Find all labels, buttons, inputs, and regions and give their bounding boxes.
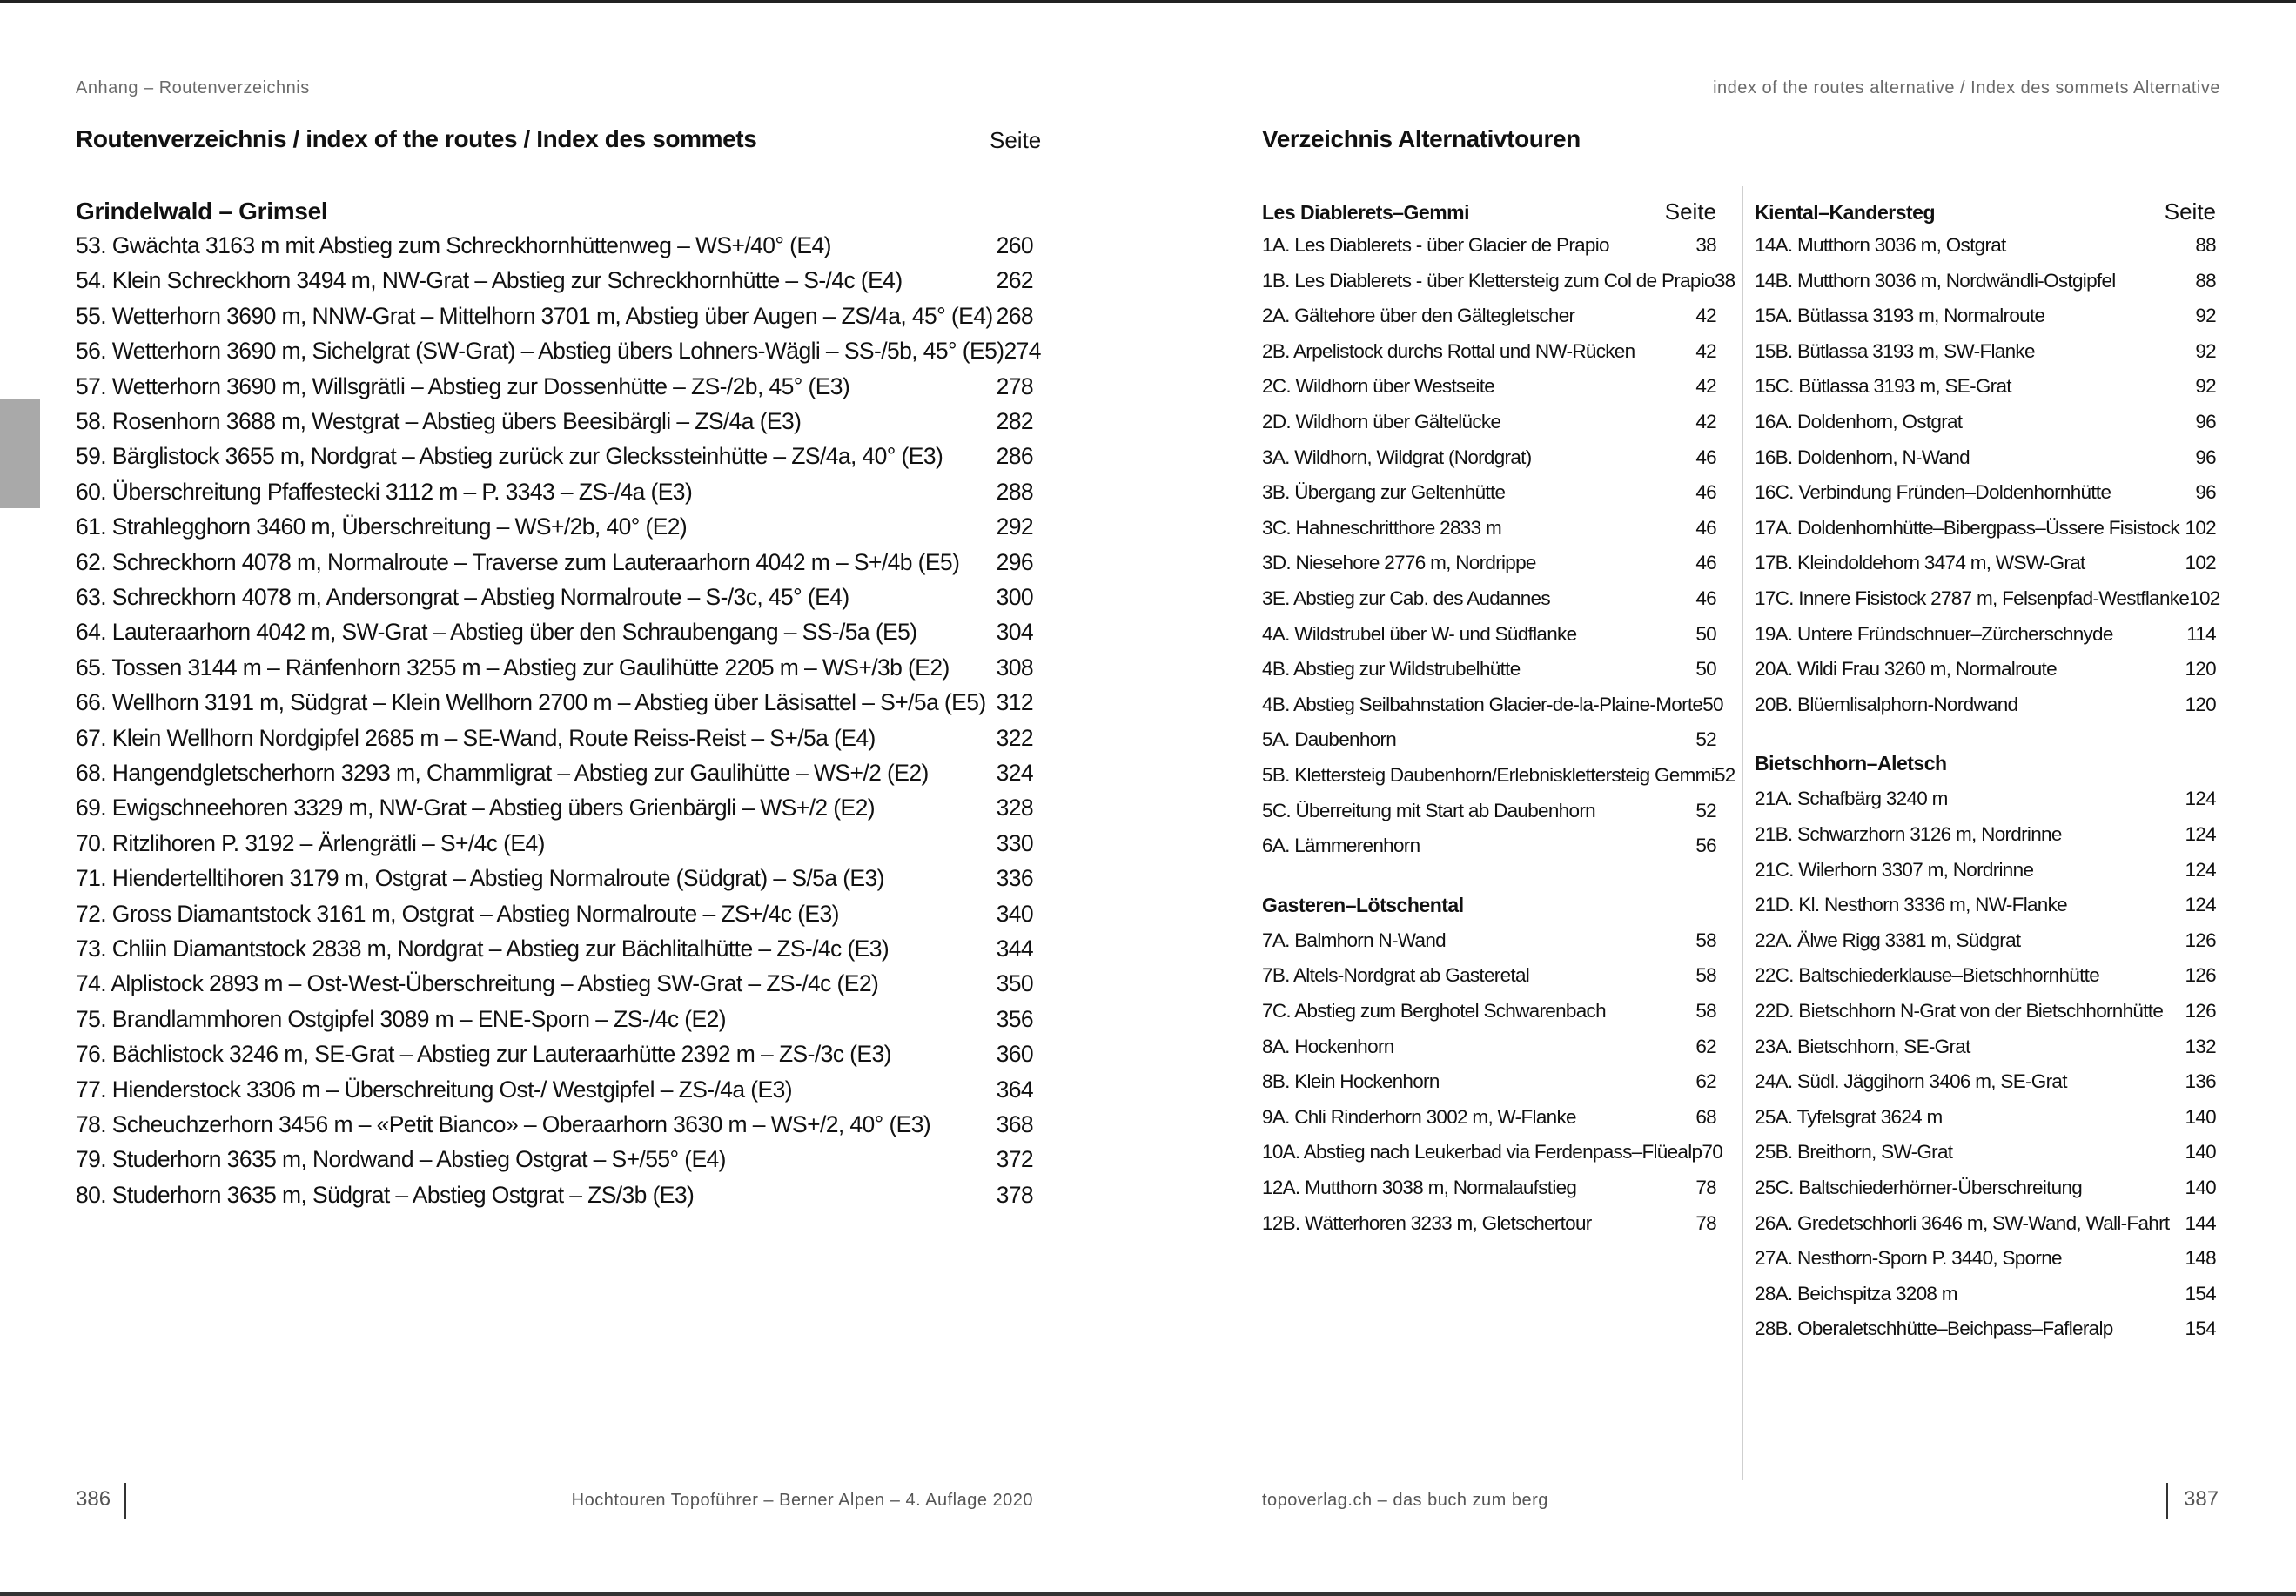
route-label: 58. Rosenhorn 3688 m, Westgrat – Abstieg übers Beesibärgli – ZS/4a (E3) [76, 408, 802, 434]
route-label: 71. Hiendertelltihoren 3179 m, Ostgrat – Abstieg Normalroute (Südgrat) – S/5a (E3) [76, 865, 884, 892]
alt-route-page: 126 [2185, 929, 2216, 951]
route-entry [76, 689, 1033, 724]
section-name: Les Diablerets–Gemmi [1262, 201, 1470, 224]
route-page: 282 [996, 408, 1033, 434]
route-page: 304 [996, 619, 1033, 646]
alt-route-page: 96 [2195, 481, 2216, 504]
alt-route-label: 21C. Wilerhorn 3307 m, Nordrinne [1755, 858, 2034, 881]
alt-route-page: 38 [1695, 234, 1716, 256]
alt-route-label: 21A. Schafbärg 3240 m [1755, 788, 1948, 810]
alt-route-page: 42 [1695, 411, 1716, 433]
alt-route-page: 58 [1695, 964, 1716, 987]
route-page: 308 [996, 654, 1033, 681]
route-entry [76, 232, 1033, 267]
route-label: 76. Bächlistock 3246 m, SE-Grat – Abstieg zur Lauteraarhütte 2392 m – ZS-/3c (E3) [76, 1041, 891, 1068]
alt-route-page: 96 [2195, 411, 2216, 433]
route-page: 372 [996, 1146, 1033, 1173]
alt-route-label: 7C. Abstieg zum Berghotel Schwarenbach [1262, 1000, 1606, 1022]
alt-route-entry [1755, 1106, 2216, 1141]
route-entry [76, 584, 1033, 619]
route-entry [76, 443, 1033, 478]
alt-route-label: 2A. Gältehore über den Gältegletscher [1262, 305, 1575, 327]
alt-route-label: 5C. Überreitung mit Start ab Daubenhorn [1262, 799, 1595, 821]
alt-route-entry [1262, 1106, 1716, 1141]
route-label: 70. Ritzlihoren P. 3192 – Ärlengrätli – S+/4c (E4) [76, 829, 545, 856]
alt-route-page: 46 [1695, 587, 1716, 609]
alt-route-entry [1755, 694, 2216, 728]
alt-route-page: 68 [1695, 1105, 1716, 1128]
route-page: 322 [996, 724, 1033, 751]
alt-route-entry [1262, 1036, 1716, 1070]
alt-route-page: 126 [2185, 964, 2216, 987]
alt-route-label: 27A. Nesthorn-Sporn P. 3440, Sporne [1755, 1247, 2062, 1270]
alt-route-entry [1755, 375, 2216, 410]
alt-route-label: 25A. Tyfelsgrat 3624 m [1755, 1105, 1943, 1128]
alt-route-label: 16A. Doldenhorn, Ostgrat [1755, 411, 1963, 433]
alt-route-label: 3D. Niesehore 2776 m, Nordrippe [1262, 552, 1536, 574]
route-label: 75. Brandlammhoren Ostgipfel 3089 m – ENE-Sporn – ZS-/4c (E2) [76, 1005, 726, 1032]
alt-route-entry [1262, 411, 1716, 446]
section-grindelwald-grimsel: Grindelwald – Grimsel [76, 198, 328, 225]
route-page: 344 [996, 935, 1033, 962]
alt-route-entry [1755, 929, 2216, 964]
alt-route-entry [1755, 305, 2216, 339]
route-page: 268 [996, 302, 1033, 329]
route-label: 62. Schreckhorn 4078 m, Normalroute – Traverse zum Lauteraarhorn 4042 m – S+/4b (E5) [76, 548, 960, 575]
alt-route-page: 96 [2195, 446, 2216, 468]
alt-route-entry [1262, 964, 1716, 999]
alt-route-page: 120 [2185, 658, 2216, 681]
alt-route-entry [1755, 859, 2216, 894]
section-name: Gasteren–Lötschental [1262, 893, 1464, 916]
alt-route-page: 58 [1695, 1000, 1716, 1022]
alt-route-label: 26A. Gredetschhorli 3646 m, SW-Wand, Wall-Fahrt [1755, 1211, 2170, 1234]
alt-route-entry [1755, 964, 2216, 999]
route-page: 336 [996, 865, 1033, 892]
alt-route-entry [1262, 693, 1723, 728]
alt-route-label: 3A. Wildhorn, Wildgrat (Nordgrat) [1262, 446, 1532, 468]
alt-route-label: 10A. Abstieg nach Leukerbad via Ferdenpass–Flüealp [1262, 1141, 1702, 1163]
left-page-number: 386 [76, 1487, 111, 1511]
alt-route-entry [1262, 728, 1716, 763]
alt-route-entry [1262, 234, 1716, 269]
alt-route-label: 4A. Wildstrubel über W- und Südflanke [1262, 622, 1577, 645]
alt-route-label: 14A. Mutthorn 3036 m, Ostgrat [1755, 234, 2006, 256]
route-page: 364 [996, 1076, 1033, 1103]
route-page: 286 [996, 443, 1033, 470]
alt-route-page: 52 [1695, 728, 1716, 751]
alt-route-entry [1755, 1212, 2216, 1247]
alt-route-label: 2D. Wildhorn über Gältelücke [1262, 411, 1501, 433]
alt-route-label: 14B. Mutthorn 3036 m, Nordwändli-Ostgipfel [1755, 269, 2116, 292]
route-page: 292 [996, 513, 1033, 540]
route-entry [76, 1111, 1033, 1146]
alt-route-label: 20A. Wildi Frau 3260 m, Normalroute [1755, 658, 2057, 681]
alt-route-label: 6A. Lämmerenhorn [1262, 835, 1420, 857]
chapter-thumb-tab [0, 399, 40, 508]
alt-route-label: 21D. Kl. Nesthorn 3336 m, NW-Flanke [1755, 894, 2067, 916]
route-entry [76, 267, 1033, 302]
page-bottom-border [0, 1592, 2296, 1596]
alt-route-label: 7B. Altels-Nordgrat ab Gasteretal [1262, 964, 1530, 987]
route-page: 350 [996, 970, 1033, 997]
route-page: 356 [996, 1005, 1033, 1032]
route-label: 53. Gwächta 3163 m mit Abstieg zum Schreckhornhüttenweg – WS+/40° (E4) [76, 232, 831, 258]
route-page: 368 [996, 1111, 1033, 1137]
alt-route-page: 88 [2195, 269, 2216, 292]
route-page: 312 [996, 689, 1033, 716]
alt-route-page: 126 [2185, 1000, 2216, 1022]
route-label: 72. Gross Diamantstock 3161 m, Ostgrat – Abstieg Normalroute – ZS+/4c (E3) [76, 900, 839, 927]
alt-route-entry [1262, 658, 1716, 693]
alt-route-page: 92 [2195, 339, 2216, 362]
route-entry [76, 795, 1033, 829]
alt-route-entry [1262, 552, 1716, 587]
alt-route-label: 5B. Klettersteig Daubenhorn/Erlebnisklettersteig Gemmi [1262, 764, 1715, 786]
alt-route-page: 154 [2185, 1318, 2216, 1340]
route-entry [76, 513, 1033, 548]
alt-route-entry [1262, 1141, 1723, 1176]
route-page: 274 [1004, 338, 1041, 365]
alt-route-label: 15C. Bütlassa 3193 m, SE-Grat [1755, 375, 2011, 398]
alt-route-label: 4B. Abstieg Seilbahnstation Glacier-de-la-Plaine-Morte [1262, 693, 1703, 715]
route-label: 69. Ewigschneehoren 3329 m, NW-Grat – Abstieg übers Grienbärgli – WS+/2 (E2) [76, 795, 875, 821]
alt-route-page: 154 [2185, 1282, 2216, 1304]
alt-route-page: 78 [1695, 1177, 1716, 1198]
route-label: 63. Schreckhorn 4078 m, Andersongrat – Abstieg Normalroute – S-/3c, 45° (E4) [76, 584, 849, 610]
alt-route-label: 16C. Verbindung Fründen–Doldenhornhütte [1755, 481, 2111, 504]
route-page: 288 [996, 478, 1033, 505]
right-running-head: index of the routes alternative / Index des sommets Alternative [1713, 78, 2220, 97]
alt-route-label: 2C. Wildhorn über Westseite [1262, 375, 1495, 398]
alt-route-label: 3C. Hahneschritthore 2833 m [1262, 516, 1502, 539]
alt-route-entry [1262, 623, 1716, 658]
route-label: 78. Scheuchzerhorn 3456 m – «Petit Bianco» – Oberaarhorn 3630 m – WS+/2, 40° (E3) [76, 1111, 931, 1137]
route-entry [76, 725, 1033, 760]
alt-route-page: 50 [1702, 693, 1723, 715]
alt-route-page: 114 [2186, 622, 2216, 645]
alt-route-entry [1262, 800, 1716, 835]
alt-route-label: 24A. Südl. Jäggihorn 3406 m, SE-Grat [1755, 1070, 2067, 1093]
alt-route-entry [1262, 587, 1716, 622]
alt-route-page: 124 [2185, 823, 2216, 845]
alt-route-page: 58 [1695, 929, 1716, 951]
alt-route-entry [1755, 552, 2216, 587]
section-seite-label: Seite [2164, 198, 2216, 225]
alt-route-entry [1755, 234, 2216, 269]
alt-route-entry [1755, 1177, 2216, 1211]
section-header [1262, 198, 1716, 225]
alt-route-label: 15B. Bütlassa 3193 m, SW-Flanke [1755, 339, 2035, 362]
alt-route-label: 20B. Blüemlisalphorn-Nordwand [1755, 693, 2018, 715]
alt-route-page: 140 [2185, 1105, 2216, 1128]
route-entry [76, 479, 1033, 513]
alt-route-entry [1262, 1000, 1716, 1035]
alt-route-page: 102 [2185, 552, 2216, 574]
route-page: 360 [996, 1041, 1033, 1068]
route-page: 378 [996, 1181, 1033, 1208]
alt-route-entry [1755, 1283, 2216, 1318]
alt-route-page: 62 [1695, 1070, 1716, 1093]
alt-route-entry [1262, 835, 1716, 869]
alt-route-label: 22D. Bietschhorn N-Grat von der Bietschhornhütte [1755, 1000, 2164, 1022]
route-page: 328 [996, 795, 1033, 821]
alt-route-label: 8B. Klein Hockenhorn [1262, 1070, 1440, 1093]
alt-route-page: 46 [1695, 481, 1716, 504]
route-entry [76, 1041, 1033, 1076]
column-divider [1742, 186, 1743, 1480]
route-entry [76, 549, 1033, 584]
alt-route-label: 2B. Arpelistock durchs Rottal und NW-Rücken [1262, 339, 1635, 362]
section-header [1755, 752, 2216, 775]
route-page: 300 [996, 584, 1033, 610]
route-entry [76, 1182, 1033, 1217]
route-entry [76, 1146, 1033, 1181]
alt-route-entry [1755, 1000, 2216, 1035]
alt-route-page: 42 [1695, 339, 1716, 362]
alt-route-label: 17B. Kleindoldehorn 3474 m, WSW-Grat [1755, 552, 2085, 574]
route-label: 57. Wetterhorn 3690 m, Willsgrätli – Abstieg zur Dossenhütte – ZS-/2b, 45° (E3) [76, 372, 850, 399]
alt-route-label: 7A. Balmhorn N-Wand [1262, 929, 1446, 951]
route-entry [76, 970, 1033, 1005]
alt-route-label: 28A. Beichspitza 3208 m [1755, 1282, 1957, 1304]
alt-route-page: 46 [1695, 446, 1716, 468]
alt-route-page: 42 [1695, 375, 1716, 398]
route-label: 56. Wetterhorn 3690 m, Sichelgrat (SW-Grat) – Abstieg übers Lohners-Wägli – SS-/5b, 45° (E5) [76, 338, 1004, 365]
right-footer: topoverlag.ch – das buch zum berg [1262, 1491, 1548, 1510]
route-label: 73. Chliin Diamantstock 2838 m, Nordgrat – Abstieg zur Bächlitalhütte – ZS-/4c (E3) [76, 935, 890, 962]
alt-route-label: 25B. Breithorn, SW-Grat [1755, 1141, 1953, 1163]
alt-route-label: 17A. Doldenhornhütte–Bibergpass–Üssere Fisistock [1755, 516, 2179, 539]
alt-route-entry [1755, 270, 2216, 305]
alt-route-entry [1262, 340, 1716, 375]
alt-route-label: 22C. Baltschiederklause–Bietschhornhütte [1755, 964, 2100, 987]
alt-route-label: 1B. Les Diablerets - über Klettersteig zum Col de Prapio [1262, 269, 1715, 292]
alt-route-page: 102 [2185, 516, 2216, 539]
section-name: Bietschhorn–Aletsch [1755, 752, 1947, 775]
alt-route-entry [1755, 1318, 2216, 1352]
route-label: 61. Strahlegghorn 3460 m, Überschreitung – WS+/2b, 40° (E2) [76, 513, 688, 540]
alt-route-entry [1755, 1141, 2216, 1176]
right-page-number: 387 [2184, 1487, 2219, 1511]
route-entry [76, 408, 1033, 443]
alt-route-entry [1755, 894, 2216, 929]
alt-route-entry [1755, 587, 2220, 622]
route-label: 68. Hangendgletscherhorn 3293 m, Chammligrat – Abstieg zur Gaulihütte – WS+/2 (E2) [76, 760, 929, 786]
alt-route-page: 132 [2185, 1035, 2216, 1057]
route-entry [76, 830, 1033, 865]
alt-route-entry [1262, 446, 1716, 481]
route-label: 77. Hienderstock 3306 m – Überschreitung Ost-/ Westgipfel – ZS-/4a (E3) [76, 1076, 792, 1103]
alt-route-page: 78 [1695, 1211, 1716, 1234]
alt-route-page: 52 [1695, 799, 1716, 821]
route-label: 65. Tossen 3144 m – Ränfenhorn 3255 m – Abstieg zur Gaulihütte 2205 m – WS+/3b (E2) [76, 654, 950, 681]
alt-route-page: 140 [2185, 1141, 2216, 1163]
alt-route-entry [1262, 375, 1716, 410]
section-seite-label: Seite [1664, 198, 1716, 225]
alt-route-page: 42 [1695, 305, 1716, 327]
route-entry [76, 654, 1033, 689]
route-label: 60. Überschreitung Pfaffestecki 3112 m – P. 3343 – ZS-/4a (E3) [76, 478, 693, 505]
alt-route-label: 19A. Untere Fründschnuer–Zürcherschnyde [1755, 622, 2113, 645]
alt-route-page: 38 [1714, 269, 1735, 292]
alt-route-label: 28B. Oberaletschhütte–Beichpass–Fafleralp [1755, 1318, 2113, 1340]
alt-route-page: 124 [2185, 894, 2216, 916]
route-page: 260 [996, 232, 1033, 258]
page-top-border [0, 0, 2296, 3]
alt-route-entry [1755, 340, 2216, 375]
alt-route-page: 92 [2195, 305, 2216, 327]
alt-route-entry [1262, 1212, 1716, 1247]
alt-route-entry [1755, 411, 2216, 446]
route-label: 64. Lauteraarhorn 4042 m, SW-Grat – Abstieg über den Schraubengang – SS-/5a (E5) [76, 619, 917, 646]
alt-route-entry [1755, 788, 2216, 822]
route-entry [76, 1006, 1033, 1041]
alt-route-label: 1A. Les Diablerets - über Glacier de Prapio [1262, 234, 1609, 256]
route-label: 67. Klein Wellhorn Nordgipfel 2685 m – SE-Wand, Route Reiss-Reist – S+/5a (E4) [76, 724, 876, 751]
alt-route-label: 9A. Chli Rinderhorn 3002 m, W-Flanke [1262, 1105, 1576, 1128]
route-entry [76, 865, 1033, 900]
route-page: 262 [996, 267, 1033, 294]
alt-route-label: 12A. Mutthorn 3038 m, Normalaufstieg [1262, 1177, 1577, 1198]
route-label: 79. Studerhorn 3635 m, Nordwand – Abstieg Ostgrat – S+/55° (E4) [76, 1146, 726, 1173]
alt-route-page: 92 [2195, 375, 2216, 398]
section-name: Kiental–Kandersteg [1755, 201, 1936, 224]
alt-route-label: 4B. Abstieg zur Wildstrubelhütte [1262, 658, 1521, 681]
alt-route-label: 3E. Abstieg zur Cab. des Audannes [1262, 587, 1550, 609]
left-page-title: Routenverzeichnis / index of the routes / Index des sommets [76, 125, 757, 152]
alt-route-label: 15A. Bütlassa 3193 m, Normalroute [1755, 305, 2045, 327]
alt-route-page: 70 [1702, 1141, 1723, 1163]
alt-route-page: 50 [1695, 658, 1716, 681]
alt-route-label: 17C. Innere Fisistock 2787 m, Felsenpfad-Westflanke [1755, 587, 2190, 609]
route-page: 296 [996, 548, 1033, 575]
alt-route-entry [1262, 929, 1716, 964]
alt-route-page: 124 [2185, 788, 2216, 810]
alt-route-entry [1262, 269, 1735, 305]
alt-route-page: 124 [2185, 858, 2216, 881]
alt-route-entry [1262, 305, 1716, 339]
alt-route-label: 12B. Wätterhoren 3233 m, Gletschertour [1262, 1211, 1592, 1234]
route-entry [76, 935, 1033, 970]
alt-route-entry [1262, 481, 1716, 516]
right-page-number-bar [2166, 1483, 2168, 1519]
alt-route-label: 8A. Hockenhorn [1262, 1035, 1394, 1057]
route-entry [76, 619, 1033, 654]
section-header [1755, 198, 2216, 225]
alt-route-page: 56 [1695, 835, 1716, 857]
alt-route-page: 120 [2185, 693, 2216, 715]
alt-route-page: 148 [2185, 1247, 2216, 1270]
route-entry [76, 338, 1041, 372]
left-footer: Hochtouren Topoführer – Berner Alpen – 4. Auflage 2020 [571, 1491, 1033, 1510]
route-entry [76, 303, 1033, 338]
alt-route-page: 46 [1695, 552, 1716, 574]
route-entry [76, 760, 1033, 795]
alt-route-entry [1755, 658, 2216, 693]
section-header [1262, 894, 1716, 917]
alt-route-page: 144 [2185, 1211, 2216, 1234]
route-entry [76, 373, 1033, 408]
alt-route-entry [1755, 517, 2216, 552]
alt-route-entry [1755, 1070, 2216, 1105]
alt-route-entry [1755, 1247, 2216, 1282]
route-entry [76, 901, 1033, 935]
route-label: 55. Wetterhorn 3690 m, NNW-Grat – Mittelhorn 3701 m, Abstieg über Augen – ZS/4a, 45° (E4) [76, 302, 993, 329]
alt-route-label: 3B. Übergang zur Geltenhütte [1262, 481, 1506, 504]
alt-route-page: 88 [2195, 234, 2216, 256]
route-label: 54. Klein Schreckhorn 3494 m, NW-Grat – Abstieg zur Schreckhornhütte – S-/4c (E4) [76, 267, 903, 294]
alt-route-page: 62 [1695, 1035, 1716, 1057]
left-running-head: Anhang – Routenverzeichnis [76, 78, 310, 97]
alt-route-label: 22A. Älwe Rigg 3381 m, Südgrat [1755, 929, 2021, 951]
alt-route-label: 16B. Doldenhorn, N-Wand [1755, 446, 1970, 468]
route-page: 330 [996, 829, 1033, 856]
alt-route-label: 5A. Daubenhorn [1262, 728, 1397, 751]
route-label: 74. Alplistock 2893 m – Ost-West-Überschreitung – Abstieg SW-Grat – ZS-/4c (E2) [76, 970, 879, 997]
alt-route-page: 140 [2185, 1177, 2216, 1198]
left-page-number-bar [124, 1483, 126, 1519]
alt-route-page: 50 [1695, 622, 1716, 645]
route-label: 80. Studerhorn 3635 m, Südgrat – Abstieg Ostgrat – ZS/3b (E3) [76, 1181, 695, 1208]
alt-route-entry [1262, 1177, 1716, 1211]
alt-route-label: 21B. Schwarzhorn 3126 m, Nordrinne [1755, 823, 2062, 845]
alt-route-entry [1755, 1036, 2216, 1070]
right-page-title: Verzeichnis Alternativtouren [1262, 125, 1581, 152]
alt-route-entry [1755, 481, 2216, 516]
route-page: 278 [996, 372, 1033, 399]
alt-route-label: 25C. Baltschiederhörner-Überschreitung [1755, 1177, 2083, 1198]
alt-route-entry [1262, 764, 1735, 799]
alt-route-label: 23A. Bietschhorn, SE-Grat [1755, 1035, 1970, 1057]
left-seite-label: Seite [990, 127, 1042, 153]
alt-route-entry [1755, 823, 2216, 858]
route-label: 66. Wellhorn 3191 m, Südgrat – Klein Wellhorn 2700 m – Abstieg über Läsisattel – S+/5a (E5) [76, 689, 986, 716]
alt-route-page: 52 [1714, 764, 1735, 786]
alt-route-page: 136 [2185, 1070, 2216, 1093]
alt-route-page: 102 [2189, 587, 2220, 609]
alt-route-entry [1755, 623, 2216, 658]
route-page: 340 [996, 900, 1033, 927]
alt-route-entry [1262, 1070, 1716, 1105]
alt-route-entry [1755, 446, 2216, 481]
alt-route-entry [1262, 517, 1716, 552]
route-page: 324 [996, 760, 1033, 786]
alt-route-page: 46 [1695, 516, 1716, 539]
route-label: 59. Bärglistock 3655 m, Nordgrat – Abstieg zurück zur Gleckssteinhütte – ZS/4a, 40° (E3) [76, 443, 943, 470]
route-entry [76, 1076, 1033, 1111]
